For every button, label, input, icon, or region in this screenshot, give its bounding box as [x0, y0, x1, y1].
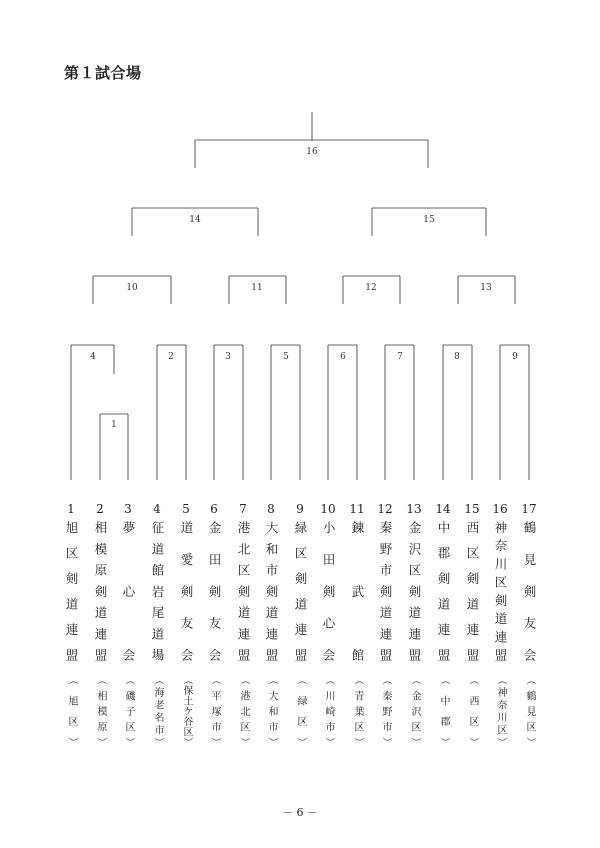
team-area: （鶴見区） [524, 675, 535, 747]
team-area: （青葉区） [352, 675, 363, 747]
team-area: （海老名市） [152, 675, 163, 747]
team-area: （港北区） [238, 675, 249, 747]
match-number: 13 [480, 283, 492, 293]
team-name: 道愛剣友会 [179, 521, 194, 661]
team-area: （平塚市） [209, 675, 220, 747]
match-number: 7 [397, 352, 403, 362]
page-number: － 6 － [282, 806, 318, 819]
bracket-match-4 [71, 345, 114, 480]
match-number: 15 [423, 215, 435, 225]
bracket-lines [71, 112, 529, 480]
team-number: 5 [182, 502, 190, 516]
match-number: 1 [111, 420, 117, 430]
team-name: 西区剣道連盟 [465, 521, 480, 661]
team-name: 港北区剣道連盟 [236, 521, 251, 661]
team-name: 鶴見剣友会 [522, 521, 537, 661]
match-number: 2 [168, 352, 174, 362]
match-numbers [90, 147, 518, 430]
team-entry [174, 497, 198, 747]
team-name: 神奈川区剣道連盟 [493, 521, 508, 661]
match-number: 10 [126, 283, 138, 293]
team-name: 金田剣友会 [207, 521, 222, 661]
bracket-match-7 [385, 345, 414, 480]
team-number: 6 [210, 502, 218, 516]
bracket-match-3 [214, 345, 243, 480]
team-entry [145, 497, 169, 747]
team-area: （磯子区） [123, 675, 134, 747]
team-entry [402, 497, 426, 747]
team-entry [316, 497, 340, 747]
team-name: 征道館岩尾道場 [150, 521, 165, 661]
team-entry [59, 497, 83, 747]
team-number: 1 [67, 502, 75, 516]
team-entry [259, 497, 283, 747]
bracket-match-2 [157, 345, 186, 480]
team-number: 3 [124, 502, 132, 516]
team-name: 相模原剣道連盟 [93, 521, 108, 661]
team-name: 小田剣心会 [321, 521, 336, 661]
team-name: 緑区剣道連盟 [293, 521, 308, 661]
bracket-match-6 [328, 345, 357, 480]
team-number: 14 [435, 502, 451, 516]
bracket-match-16 [195, 112, 428, 168]
team-name: 金沢区剣道連盟 [407, 521, 422, 661]
team-number: 13 [406, 502, 422, 516]
match-number: 4 [90, 352, 96, 362]
match-number: 14 [189, 215, 201, 225]
team-entry [116, 497, 140, 747]
match-number: 12 [365, 283, 377, 293]
team-area: （相模原） [95, 675, 106, 747]
team-number: 2 [96, 502, 104, 516]
team-entry [373, 497, 397, 747]
team-name: 中郡剣道連盟 [436, 521, 451, 661]
team-number: 8 [267, 502, 275, 516]
team-number: 10 [320, 502, 336, 516]
team-name: 錬武館 [350, 521, 365, 661]
match-number: 5 [283, 352, 289, 362]
team-number: 12 [377, 502, 393, 516]
team-name: 秦野市剣道連盟 [378, 521, 393, 661]
team-number: 15 [464, 502, 480, 516]
team-entry [488, 497, 512, 747]
match-number: 9 [512, 352, 518, 362]
team-entry [431, 497, 455, 747]
team-number: 7 [239, 502, 247, 516]
team-entry [345, 497, 369, 747]
team-area: （神奈川区） [495, 675, 506, 747]
match-number: 16 [306, 147, 318, 157]
team-number: 11 [349, 502, 365, 516]
team-entry [288, 497, 312, 747]
team-entry [202, 497, 226, 747]
page-title: 第１試合場 [64, 64, 142, 82]
team-entry [231, 497, 255, 747]
team-entry [517, 497, 541, 747]
team-area: （緑区） [295, 675, 306, 747]
match-number: 8 [454, 352, 460, 362]
team-area: （秦野市） [380, 675, 391, 747]
bracket-match-5 [271, 345, 300, 480]
team-area: （西区） [467, 675, 478, 747]
team-number: 4 [153, 502, 161, 516]
team-area: （金沢区） [409, 675, 420, 747]
bracket-match-8 [443, 345, 472, 480]
team-entry [460, 497, 484, 747]
team-name: 旭区剣道連盟 [64, 521, 79, 661]
match-number: 3 [225, 352, 231, 362]
team-area: （旭区） [66, 675, 77, 747]
bracket-match-9 [500, 345, 529, 480]
team-number: 16 [492, 502, 508, 516]
team-area: （川崎市） [323, 675, 334, 747]
team-area: （保土ケ谷区） [181, 675, 192, 747]
team-number: 17 [521, 502, 537, 516]
team-number: 9 [296, 502, 304, 516]
team-name: 夢心会 [121, 521, 136, 661]
team-entry [88, 497, 112, 747]
match-number: 11 [251, 283, 263, 293]
team-name: 大和市剣道連盟 [264, 521, 279, 661]
team-area: （大和市） [266, 675, 277, 747]
match-number: 6 [340, 352, 346, 362]
team-area: （中郡） [438, 675, 449, 747]
